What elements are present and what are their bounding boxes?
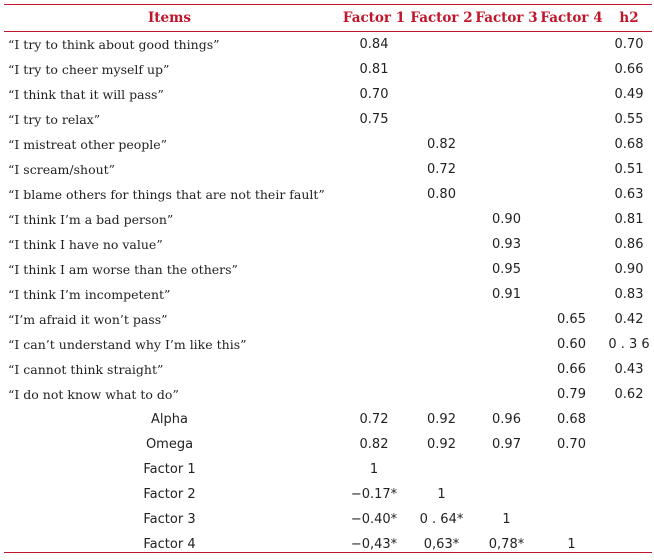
- factor-2-value: 0.92: [427, 412, 456, 427]
- factor-2-value: [409, 31, 474, 57]
- factor-1-value: 1: [369, 462, 379, 477]
- item-label: “I do not know what to do”: [8, 387, 179, 402]
- factor-2-value: [409, 232, 474, 257]
- item-row: [0, 332, 654, 357]
- item-row: [0, 57, 654, 82]
- factor-4-value: [539, 482, 604, 507]
- factor-3-value: [474, 457, 539, 482]
- factor-1-value: 0.82: [359, 437, 389, 452]
- factor-1-value: [339, 382, 409, 407]
- stat-row: [0, 482, 654, 507]
- h2-value: 0 . 3 6: [608, 337, 650, 352]
- factor-4-value: [539, 107, 604, 132]
- item-label: “I mistreat other people”: [8, 137, 168, 152]
- item-label: “I’m afraid it won’t pass”: [8, 312, 168, 327]
- item-row: [0, 357, 654, 382]
- factor-2-value: 0.80: [427, 187, 456, 202]
- h2-value: 0.55: [614, 112, 644, 127]
- item-label: “I cannot think straight”: [8, 362, 164, 377]
- factor-1-value: [339, 207, 409, 232]
- factor-4-value: [539, 157, 604, 182]
- factor-3-value: 0,78*: [488, 537, 525, 552]
- factor-4-value: 1: [567, 537, 576, 552]
- header-factor-4: Factor 4: [540, 10, 603, 26]
- item-row: [0, 82, 654, 107]
- factor-2-value: 0.92: [427, 437, 456, 452]
- factor-3-value: [474, 82, 539, 107]
- factor-1-value: 0.75: [359, 112, 389, 127]
- factor-3-value: 0.93: [492, 237, 521, 252]
- factor-3-value: [474, 382, 539, 407]
- stat-label: Factor 4: [143, 537, 196, 552]
- h2-value: [604, 457, 654, 482]
- factor-2-value: [409, 382, 474, 407]
- item-label: “I think I am worse than the others”: [8, 262, 238, 277]
- item-row: [0, 31, 654, 57]
- factor-4-value: 0.60: [557, 337, 586, 352]
- item-row: [0, 207, 654, 232]
- stat-row: [0, 507, 654, 532]
- factor-3-value: 0.91: [492, 287, 521, 302]
- factor-3-value: [474, 332, 539, 357]
- factor-3-value: [474, 182, 539, 207]
- item-row: [0, 182, 654, 207]
- h2-value: 0.51: [614, 162, 644, 177]
- factor-2-value: 0,63*: [423, 537, 460, 552]
- factor-4-value: [539, 57, 604, 82]
- item-row: [0, 232, 654, 257]
- stat-label: Factor 1: [143, 462, 196, 477]
- factor-2-value: [409, 457, 474, 482]
- factor-4-value: 0.70: [557, 437, 586, 452]
- h2-value: [604, 407, 654, 432]
- item-label: “I try to relax”: [8, 112, 101, 127]
- header-factor-1: Factor 1: [342, 10, 406, 26]
- factor-2-value: [409, 332, 474, 357]
- factor-1-value: 0.72: [359, 412, 389, 427]
- h2-value: 0.68: [614, 137, 644, 152]
- header-row: [0, 5, 654, 31]
- stat-row: [0, 457, 654, 482]
- item-row: [0, 107, 654, 132]
- factor-2-value: 0 . 64*: [419, 512, 464, 527]
- factor-4-value: 0.65: [557, 312, 586, 327]
- factor-4-value: [539, 282, 604, 307]
- header-factor-2: Factor 2: [410, 10, 473, 26]
- factor-3-value: 0.96: [492, 412, 521, 427]
- item-label: “I can’t understand why I’m like this”: [8, 337, 247, 352]
- factor-1-value: −0,43*: [350, 537, 398, 552]
- factor-4-value: [539, 207, 604, 232]
- item-row: [0, 157, 654, 182]
- h2-value: 0.70: [614, 36, 644, 52]
- h2-value: 0.49: [614, 87, 644, 102]
- factor-1-value: [339, 132, 409, 157]
- factor-2-value: [409, 57, 474, 82]
- factor-4-value: [539, 132, 604, 157]
- item-label: “I blame others for things that are not their fault”: [8, 187, 325, 202]
- item-label: “I try to think about good things”: [8, 36, 220, 52]
- item-row: [0, 307, 654, 332]
- factor-4-value: 0.68: [557, 412, 586, 427]
- header-items: Items: [147, 10, 192, 26]
- h2-value: [604, 507, 654, 532]
- factor-2-value: [409, 107, 474, 132]
- factor-2-value: 1: [437, 487, 446, 502]
- item-label: “I think I’m a bad person”: [8, 212, 174, 227]
- factor-2-value: [409, 257, 474, 282]
- item-row: [0, 132, 654, 157]
- factor-1-value: [339, 232, 409, 257]
- factor-1-value: 0.70: [359, 87, 389, 102]
- factor-4-value: [539, 182, 604, 207]
- factor-4-value: [539, 257, 604, 282]
- factor-2-value: [409, 307, 474, 332]
- h2-value: [604, 432, 654, 457]
- factor-2-value: [409, 207, 474, 232]
- factor-3-value: 1: [502, 512, 511, 527]
- factor-3-value: 0.90: [492, 212, 521, 227]
- factor-3-value: 0.97: [492, 437, 521, 452]
- item-row: [0, 382, 654, 407]
- stat-label: Omega: [145, 437, 194, 452]
- factor-1-value: [339, 307, 409, 332]
- header-h2: h2: [619, 10, 639, 26]
- h2-value: 0.86: [614, 237, 644, 252]
- factor-4-value: [539, 31, 604, 57]
- factor-1-value: 0.81: [359, 62, 389, 77]
- factor-1-value: [339, 157, 409, 182]
- factor-4-value: [539, 82, 604, 107]
- h2-value: 0.66: [614, 62, 644, 77]
- h2-value: 0.81: [614, 212, 644, 227]
- item-label: “I think I have no value”: [8, 237, 163, 252]
- h2-value: 0.63: [614, 187, 644, 202]
- item-label: “I scream/shout”: [8, 162, 116, 177]
- factor-1-value: [339, 332, 409, 357]
- header-factor-3: Factor 3: [475, 10, 538, 26]
- factor-3-value: [474, 107, 539, 132]
- h2-value: [604, 482, 654, 507]
- factor-4-value: [539, 457, 604, 482]
- factor-3-value: [474, 357, 539, 382]
- factor-3-value: [474, 307, 539, 332]
- factor-3-value: [474, 57, 539, 82]
- h2-value: 0.43: [614, 362, 644, 377]
- item-label: “I think I’m incompetent”: [8, 287, 171, 302]
- stat-label: Factor 2: [143, 487, 196, 502]
- h2-value: 0.42: [614, 312, 644, 327]
- factor-2-value: [409, 357, 474, 382]
- item-label: “I try to cheer myself up”: [8, 62, 170, 77]
- factor-4-value: [539, 507, 604, 532]
- item-row: [0, 282, 654, 307]
- factor-2-value: [409, 82, 474, 107]
- factor-3-value: [474, 482, 539, 507]
- factor-3-value: [474, 132, 539, 157]
- stat-row: [0, 432, 654, 457]
- h2-value: 0.83: [614, 287, 644, 302]
- factor-1-value: 0.84: [359, 36, 389, 52]
- stat-label: Factor 3: [143, 512, 196, 527]
- factor-1-value: [339, 357, 409, 382]
- factor-4-value: [539, 232, 604, 257]
- factor-3-value: [474, 157, 539, 182]
- h2-value: [604, 532, 654, 557]
- factor-3-value: 0.95: [492, 262, 521, 277]
- stat-label: Alpha: [151, 412, 188, 427]
- factor-1-value: [339, 182, 409, 207]
- item-label: “I think that it will pass”: [8, 87, 164, 102]
- h2-value: 0.62: [614, 387, 644, 402]
- stat-row: [0, 532, 654, 557]
- factor-1-value: −0.40*: [350, 512, 398, 527]
- factor-1-value: [339, 257, 409, 282]
- factor-4-value: 0.79: [557, 387, 586, 402]
- h2-value: 0.90: [614, 262, 644, 277]
- factor-1-value: [339, 282, 409, 307]
- factor-2-value: 0.82: [427, 137, 456, 152]
- stat-row: [0, 407, 654, 432]
- factor-1-value: −0.17*: [350, 487, 398, 502]
- factor-2-value: 0.72: [427, 162, 456, 177]
- item-row: [0, 257, 654, 282]
- factor-3-value: [474, 31, 539, 57]
- factor-2-value: [409, 282, 474, 307]
- factor-4-value: 0.66: [557, 362, 586, 377]
